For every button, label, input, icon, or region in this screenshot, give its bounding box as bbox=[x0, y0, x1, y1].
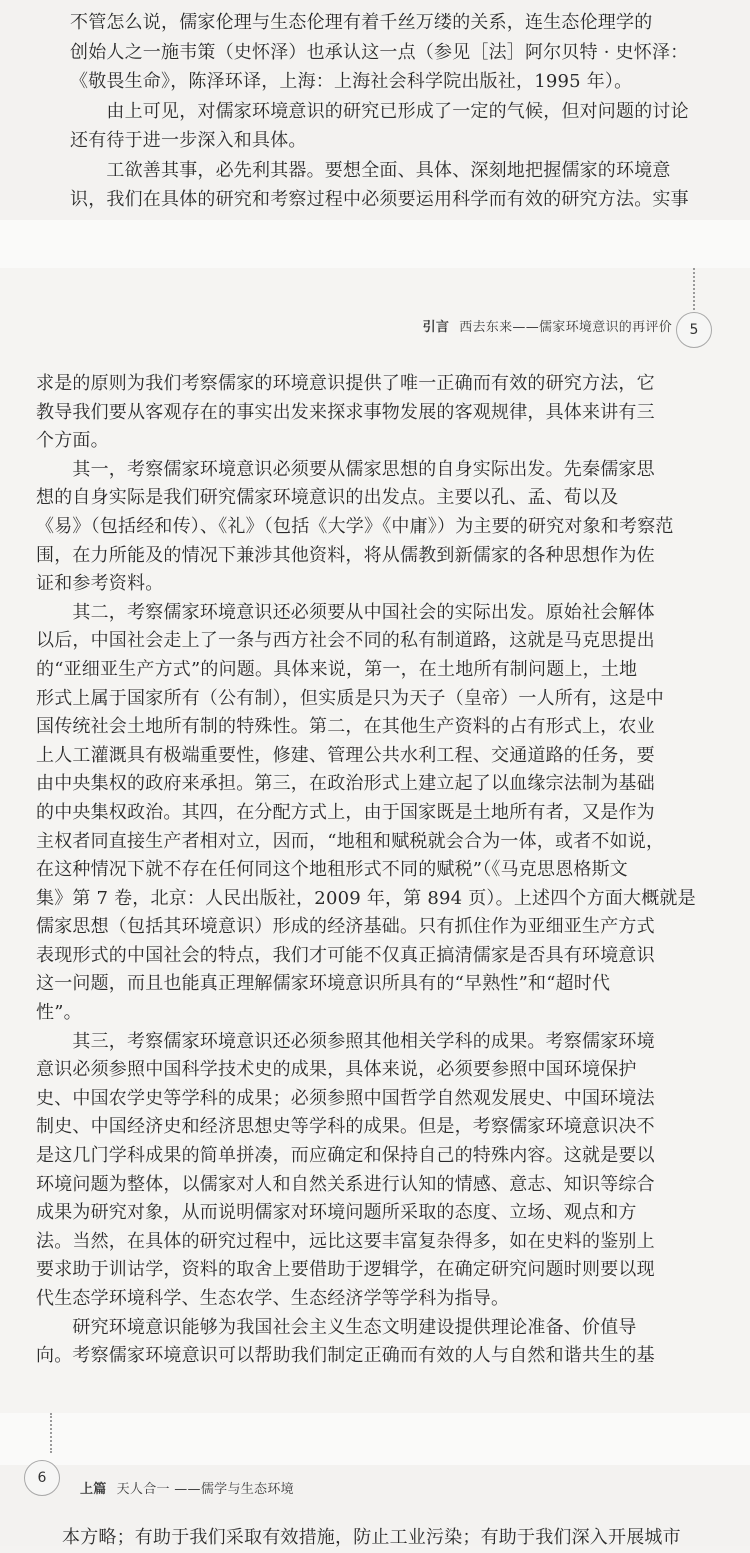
text-line: 其三，考察儒家环境意识还必须参照其他相关学科的成果。考察儒家环境 bbox=[36, 1030, 655, 1052]
text-line: 个方面。 bbox=[36, 430, 109, 452]
text-line: 儒家思想（包括其环境意识）形成的经济基础。只有抓住作为亚细亚生产方式 bbox=[36, 916, 655, 938]
text-line: 意识必须参照中国科学技术史的成果，具体来说，必须要参照中国环境保护 bbox=[36, 1059, 637, 1081]
text-line: 这一问题，而且也能真正理解儒家环境意识所具有的“早熟性”和“超时代 bbox=[36, 973, 611, 995]
text-line: 集》第 7 卷，北京：人民出版社，2009 年，第 894 页）。上述四个方面大概就是 bbox=[36, 887, 696, 909]
header-section: 引言 bbox=[422, 320, 450, 335]
text-line: 识，我们在具体的研究和考察过程中必须要运用科学而有效的研究方法。实事 bbox=[70, 189, 689, 210]
text-line: 法。当然，在具体的研究过程中，远比这要丰富复杂得多，如在史料的鉴别上 bbox=[36, 1230, 655, 1252]
text-line: 代生态学环境科学、生态农学、生态经济学等学科为指导。 bbox=[36, 1288, 510, 1309]
text-line: 证和参考资料。 bbox=[36, 573, 164, 595]
header-title: 西去东来——儒家环境意识的再评价 bbox=[459, 320, 672, 335]
text-line: 史、中国农学史等学科的成果；必须参照中国哲学自然观发展史、中国环境法 bbox=[36, 1087, 655, 1109]
page-gap bbox=[0, 1413, 750, 1465]
text-line: 要求助于训诂学，资料的取舍上要借助于逻辑学，在确定研究问题时则要以现 bbox=[36, 1259, 655, 1281]
text-line: 围，在力所能及的情况下兼涉其他资料，将从儒教到新儒家的各种思想作为佐 bbox=[36, 544, 655, 566]
running-header-right bbox=[300, 316, 672, 335]
top-page-text bbox=[70, 8, 750, 215]
text-line: 其二，考察儒家环境意识还必须要从中国社会的实际出发。原始社会解体 bbox=[36, 601, 655, 623]
text-line: 由上可见，对儒家环境意识的研究已形成了一定的气候，但对问题的讨论 bbox=[70, 100, 689, 122]
text-line: 《敬畏生命》，陈泽环译，上海：上海社会科学院出版社，1995 年）。 bbox=[70, 71, 633, 92]
text-line: 创始人之一施韦策（史怀泽）也承认这一点（参见［法］阿尔贝特 · 史怀泽： bbox=[70, 41, 689, 63]
text-line: 国传统社会土地所有制的特殊性。第二，在其他生产资料的占有形式上，农业 bbox=[36, 716, 655, 738]
page-number-badge: 5 bbox=[676, 312, 712, 348]
text-line: 是这几门学科成果的简单拼凑，而应确定和保持自己的特殊内容。这就是要以 bbox=[36, 1145, 655, 1167]
text-line: 不管怎么说，儒家伦理与生态伦理有着千丝万缕的关系，连生态伦理学的 bbox=[70, 12, 653, 33]
text-line: 教导我们要从客观存在的事实出发来探求事物发展的客观规律，具体来讲有三 bbox=[36, 401, 655, 423]
header-dotted-rule bbox=[693, 268, 695, 310]
text-line: 在这种情况下就不存在任何同这个地租形式不同的赋税”（《马克思恩格斯文 bbox=[36, 859, 628, 881]
text-line: 还有待于进一步深入和具体。 bbox=[70, 130, 307, 151]
text-line: 表现形式的中国社会的特点，我们才可能不仅真正搞清儒家是否具有环境意识 bbox=[36, 944, 655, 966]
text-line: 以后，中国社会走上了一条与西方社会不同的私有制道路，这就是马克思提出 bbox=[36, 630, 655, 652]
text-line: 的中央集权政治。其四，在分配方式上，由于国家既是土地所有者，又是作为 bbox=[36, 801, 655, 823]
text-line: 《易》（包括经和传）、《礼》（包括《大学》《中庸》）为主要的研究对象和考察范 bbox=[36, 515, 674, 537]
text-line: 环境问题为整体，以儒家对人和自然关系进行认知的情感、意志、知识等综合 bbox=[36, 1173, 655, 1195]
text-line: 制史、中国经济史和经济思想史等学科的成果。但是，考察儒家环境意识决不 bbox=[36, 1116, 655, 1138]
text-line: 成果为研究对象，从而说明儒家对环境问题所采取的态度、立场、观点和方 bbox=[36, 1202, 637, 1224]
running-header-left bbox=[80, 1478, 294, 1497]
text-line: 向。考察儒家环境意识可以帮助我们制定正确而有效的人与自然和谐共生的基 bbox=[36, 1345, 655, 1367]
header-dotted-rule bbox=[50, 1413, 52, 1453]
text-line: 想的自身实际是我们研究儒家环境意识的出发点。主要以孔、孟、荀以及 bbox=[36, 487, 619, 509]
text-line: 上人工灌溉具有极端重要性，修建、管理公共水利工程、交通道路的任务，要 bbox=[36, 744, 655, 766]
text-line: 本方略；有助于我们采取有效措施，防止工业污染；有助于我们深入开展城市 bbox=[62, 1527, 681, 1548]
text-line: 其一，考察儒家环境意识必须要从儒家思想的自身实际出发。先秦儒家思 bbox=[36, 458, 655, 480]
text-line: 求是的原则为我们考察儒家的环境意识提供了唯一正确而有效的研究方法，它 bbox=[36, 373, 655, 394]
text-line: 研究环境意识能够为我国社会主义生态文明建设提供理论准备、价值导 bbox=[36, 1316, 637, 1338]
text-line: 由中央集权的政府来承担。第三，在政治形式上建立起了以血缘宗法制为基础 bbox=[36, 773, 655, 795]
header-title: 天人合一 ——儒学与生态环境 bbox=[116, 1482, 294, 1497]
text-line: 的“亚细亚生产方式”的问题。具体来说，第一，在土地所有制问题上，土地 bbox=[36, 658, 638, 680]
page-number-badge: 6 bbox=[24, 1460, 60, 1496]
text-line: 工欲善其事，必先利其器。要想全面、具体、深刻地把握儒家的环境意 bbox=[70, 159, 671, 181]
text-line: 形式上属于国家所有（公有制），但实质是只为天子（皇帝）一人所有，这是中 bbox=[36, 687, 664, 709]
bottom-page-text bbox=[62, 1523, 750, 1553]
middle-page-text bbox=[36, 370, 750, 1371]
text-line: 主权者同直接生产者相对立，因而，“地租和赋税就会合为一体，或者不如说， bbox=[36, 830, 665, 852]
page-gap bbox=[0, 220, 750, 268]
text-line: 性”。 bbox=[36, 1002, 82, 1024]
header-section: 上篇 bbox=[80, 1482, 107, 1497]
